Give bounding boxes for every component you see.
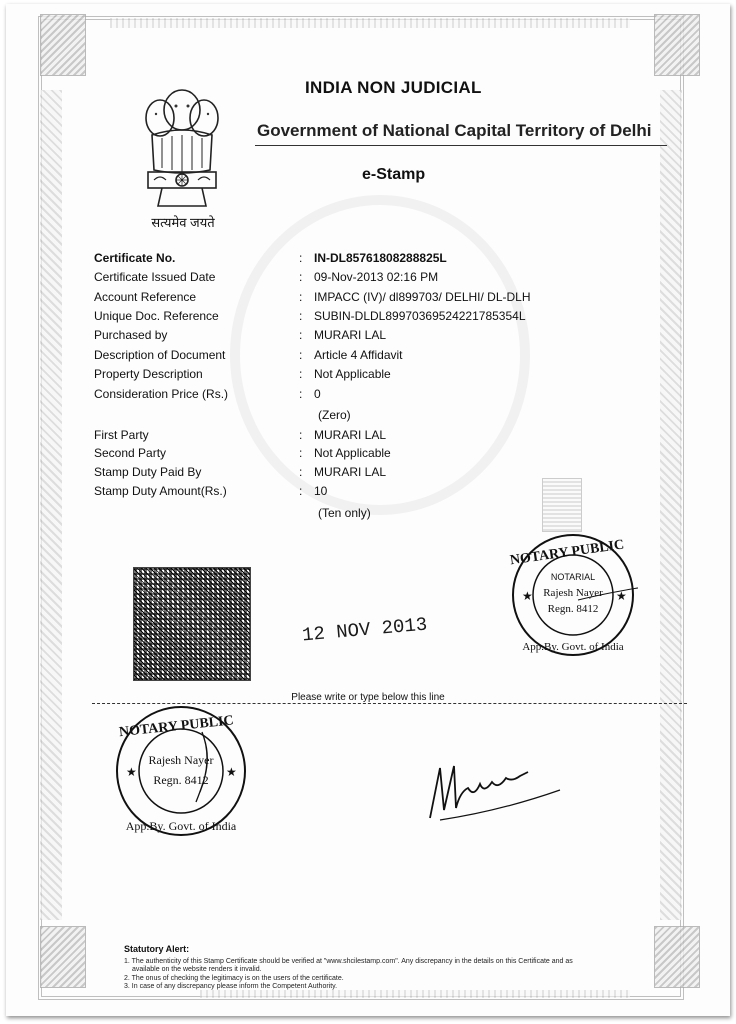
faded-emblem-icon [542, 478, 582, 532]
field-label: Account Reference [94, 290, 197, 304]
field-label: Unique Doc. Reference [94, 309, 219, 323]
field-separator: : [299, 484, 303, 498]
statutory-alert-line: 3. In case of any discrepancy please inform the Competent Authority. [124, 983, 338, 990]
field-separator: : [299, 348, 303, 362]
field-label: Certificate Issued Date [94, 270, 216, 284]
field-separator: : [299, 387, 303, 401]
field-value: Not Applicable [314, 367, 391, 381]
field-value: 09-Nov-2013 02:16 PM [314, 270, 439, 284]
svg-text:NOTARIAL: NOTARIAL [550, 572, 596, 582]
statutory-alert-line: 1. The authenticity of this Stamp Certificate should be verified at "www.shcilestamp.com". Any discrepancy in the details on this Certificate and as [124, 958, 573, 965]
emblem-motto: सत्यमेव जयते [151, 215, 215, 230]
amount-in-words: (Ten only) [318, 506, 371, 520]
svg-text:★: ★ [126, 765, 137, 779]
document-type: e-Stamp [362, 166, 426, 183]
field-label: Property Description [94, 367, 203, 381]
field-value: 10 [314, 484, 328, 498]
field-value: 0 [314, 387, 321, 401]
field-separator: : [299, 328, 303, 342]
page-title: INDIA NON JUDICIAL [305, 78, 482, 97]
field-label: Stamp Duty Amount(Rs.) [94, 484, 227, 498]
svg-text:Regn. 8412: Regn. 8412 [153, 773, 209, 787]
field-label: Certificate No. [94, 251, 176, 265]
field-separator: : [299, 251, 303, 265]
field-separator: : [299, 367, 303, 381]
corner-ornament-icon [654, 926, 700, 988]
svg-text:Regn. 8412: Regn. 8412 [547, 603, 599, 615]
cut-line-label [0, 692, 736, 703]
corner-ornament-icon [40, 14, 86, 76]
svg-text:NOTARY PUBLIC: NOTARY PUBLIC [509, 537, 626, 569]
field-label: Second Party [94, 446, 167, 460]
field-value: MURARI LAL [314, 465, 387, 479]
statutory-alert-line: available on the website renders it invalid. [132, 966, 262, 973]
svg-text:Rajesh Nayer: Rajesh Nayer [543, 587, 603, 599]
qr-code-icon [133, 567, 251, 681]
svg-text:NOTARY PUBLIC: NOTARY PUBLIC [118, 713, 235, 741]
cut-line-text: Please write or type below this line [291, 692, 445, 703]
field-value: MURARI LAL [314, 328, 387, 342]
amount-in-words: (Zero) [318, 408, 351, 422]
svg-text:★: ★ [522, 589, 533, 603]
field-separator: : [299, 309, 303, 323]
field-separator: : [299, 428, 303, 442]
title-underline [255, 145, 667, 146]
left-border-pattern [40, 90, 62, 920]
signature-icon [420, 748, 570, 828]
right-border-pattern [660, 90, 682, 920]
svg-text:App.By. Govt. of India: App.By. Govt. of India [125, 819, 237, 833]
field-value: IN-DL85761808288825L [314, 251, 447, 265]
field-label: Purchased by [94, 328, 168, 342]
national-emblem-icon [132, 80, 232, 230]
svg-text:★: ★ [616, 589, 627, 603]
corner-ornament-icon [40, 926, 86, 988]
field-value: MURARI LAL [314, 428, 387, 442]
bottom-border-pattern [200, 990, 630, 998]
field-label: Stamp Duty Paid By [94, 465, 202, 479]
field-separator: : [299, 290, 303, 304]
svg-text:App.By. Govt. of India: App.By. Govt. of India [522, 641, 624, 653]
issuing-authority: Government of National Capital Territory of Delhi [257, 121, 652, 140]
field-value: IMPACC (IV)/ dl899703/ DELHI/ DL-DLH [314, 290, 531, 304]
statutory-alert-title: Statutory Alert: [124, 944, 190, 954]
field-value: SUBIN-DLDL89970369524221785354L [314, 309, 526, 323]
date-stamp: 12 NOV 2013 [301, 613, 429, 647]
top-border-pattern [110, 18, 630, 28]
svg-text:Rajesh Nayer: Rajesh Nayer [148, 753, 214, 767]
field-value: Article 4 Affidavit [314, 348, 403, 362]
notary-seal-icon [508, 530, 638, 660]
statutory-alert-line: 2. The onus of checking the legitimacy is on the users of the certificate. [124, 975, 344, 982]
svg-text:★: ★ [226, 765, 237, 779]
notary-seal-icon [112, 702, 250, 840]
field-label: Description of Document [94, 348, 226, 362]
field-label: First Party [94, 428, 149, 442]
field-label: Consideration Price (Rs.) [94, 387, 229, 401]
field-value: Not Applicable [314, 446, 391, 460]
field-separator: : [299, 446, 303, 460]
field-separator: : [299, 270, 303, 284]
field-separator: : [299, 465, 303, 479]
corner-ornament-icon [654, 14, 700, 76]
